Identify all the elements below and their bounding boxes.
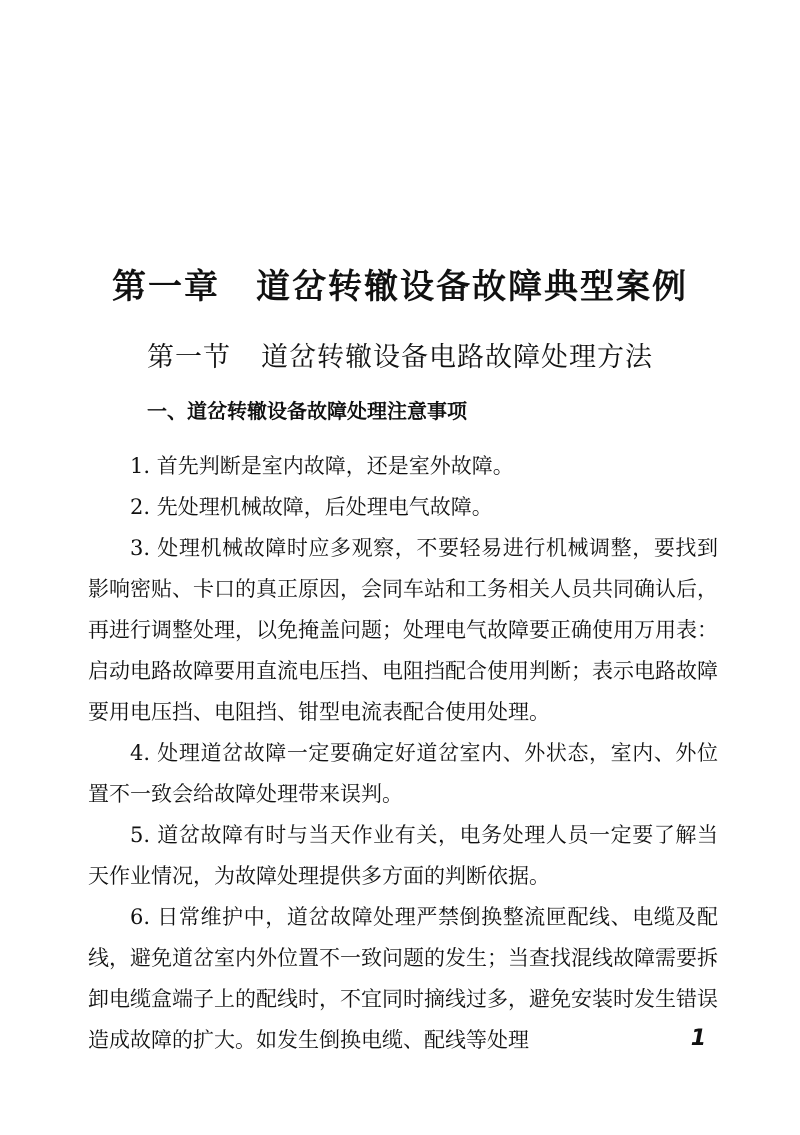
chapter-number: 第一章 <box>112 267 220 307</box>
section-title <box>0 336 800 380</box>
page-number: 1 <box>690 1026 706 1051</box>
body-text <box>88 446 718 1061</box>
paragraph-4: 4. 处理道岔故障一定要确定好道岔室内、外状态，室内、外位置不一致会给故障处理带来误判。 <box>88 741 718 806</box>
chapter-title-text: 道岔转辙设备故障典型案例 <box>256 267 688 307</box>
paragraph-1: 1. 首先判断是室内故障，还是室外故障。 <box>130 454 514 478</box>
paragraph-6: 6. 日常维护中，道岔故障处理严禁倒换整流匣配线、电缆及配线，避免道岔室内外位置不一致问题的发生；当查找混线故障需要拆卸电缆盒端子上的配线时，不宜同时摘线过多，避免安装时发生错误造成故障的扩大。如发生倒换电缆、配线等处理 <box>88 905 718 1052</box>
subsection-title: 一、道岔转辙设备故障处理注意事项 <box>147 399 467 423</box>
chapter-title <box>0 262 800 312</box>
section-title-text: 道岔转辙设备电路故障处理方法 <box>261 342 653 373</box>
paragraph-2: 2. 先处理机械故障，后处理电气故障。 <box>130 495 493 519</box>
paragraph-5: 5. 道岔故障有时与当天作业有关，电务处理人员一定要了解当天作业情况，为故障处理提供多方面的判断依据。 <box>88 823 718 888</box>
paragraph-3: 3. 处理机械故障时应多观察，不要轻易进行机械调整，要找到影响密贴、卡口的真正原因，会同车站和工务相关人员共同确认后，再进行调整处理，以免掩盖问题；处理电气故障要正确使用万用表：启动电路故障要用直流电压挡、电阻挡配合使用判断；表示电路故障要用电压挡、电阻挡、钳型电流表配合使用处理。 <box>88 536 718 724</box>
section-number: 第一节 <box>147 342 231 373</box>
